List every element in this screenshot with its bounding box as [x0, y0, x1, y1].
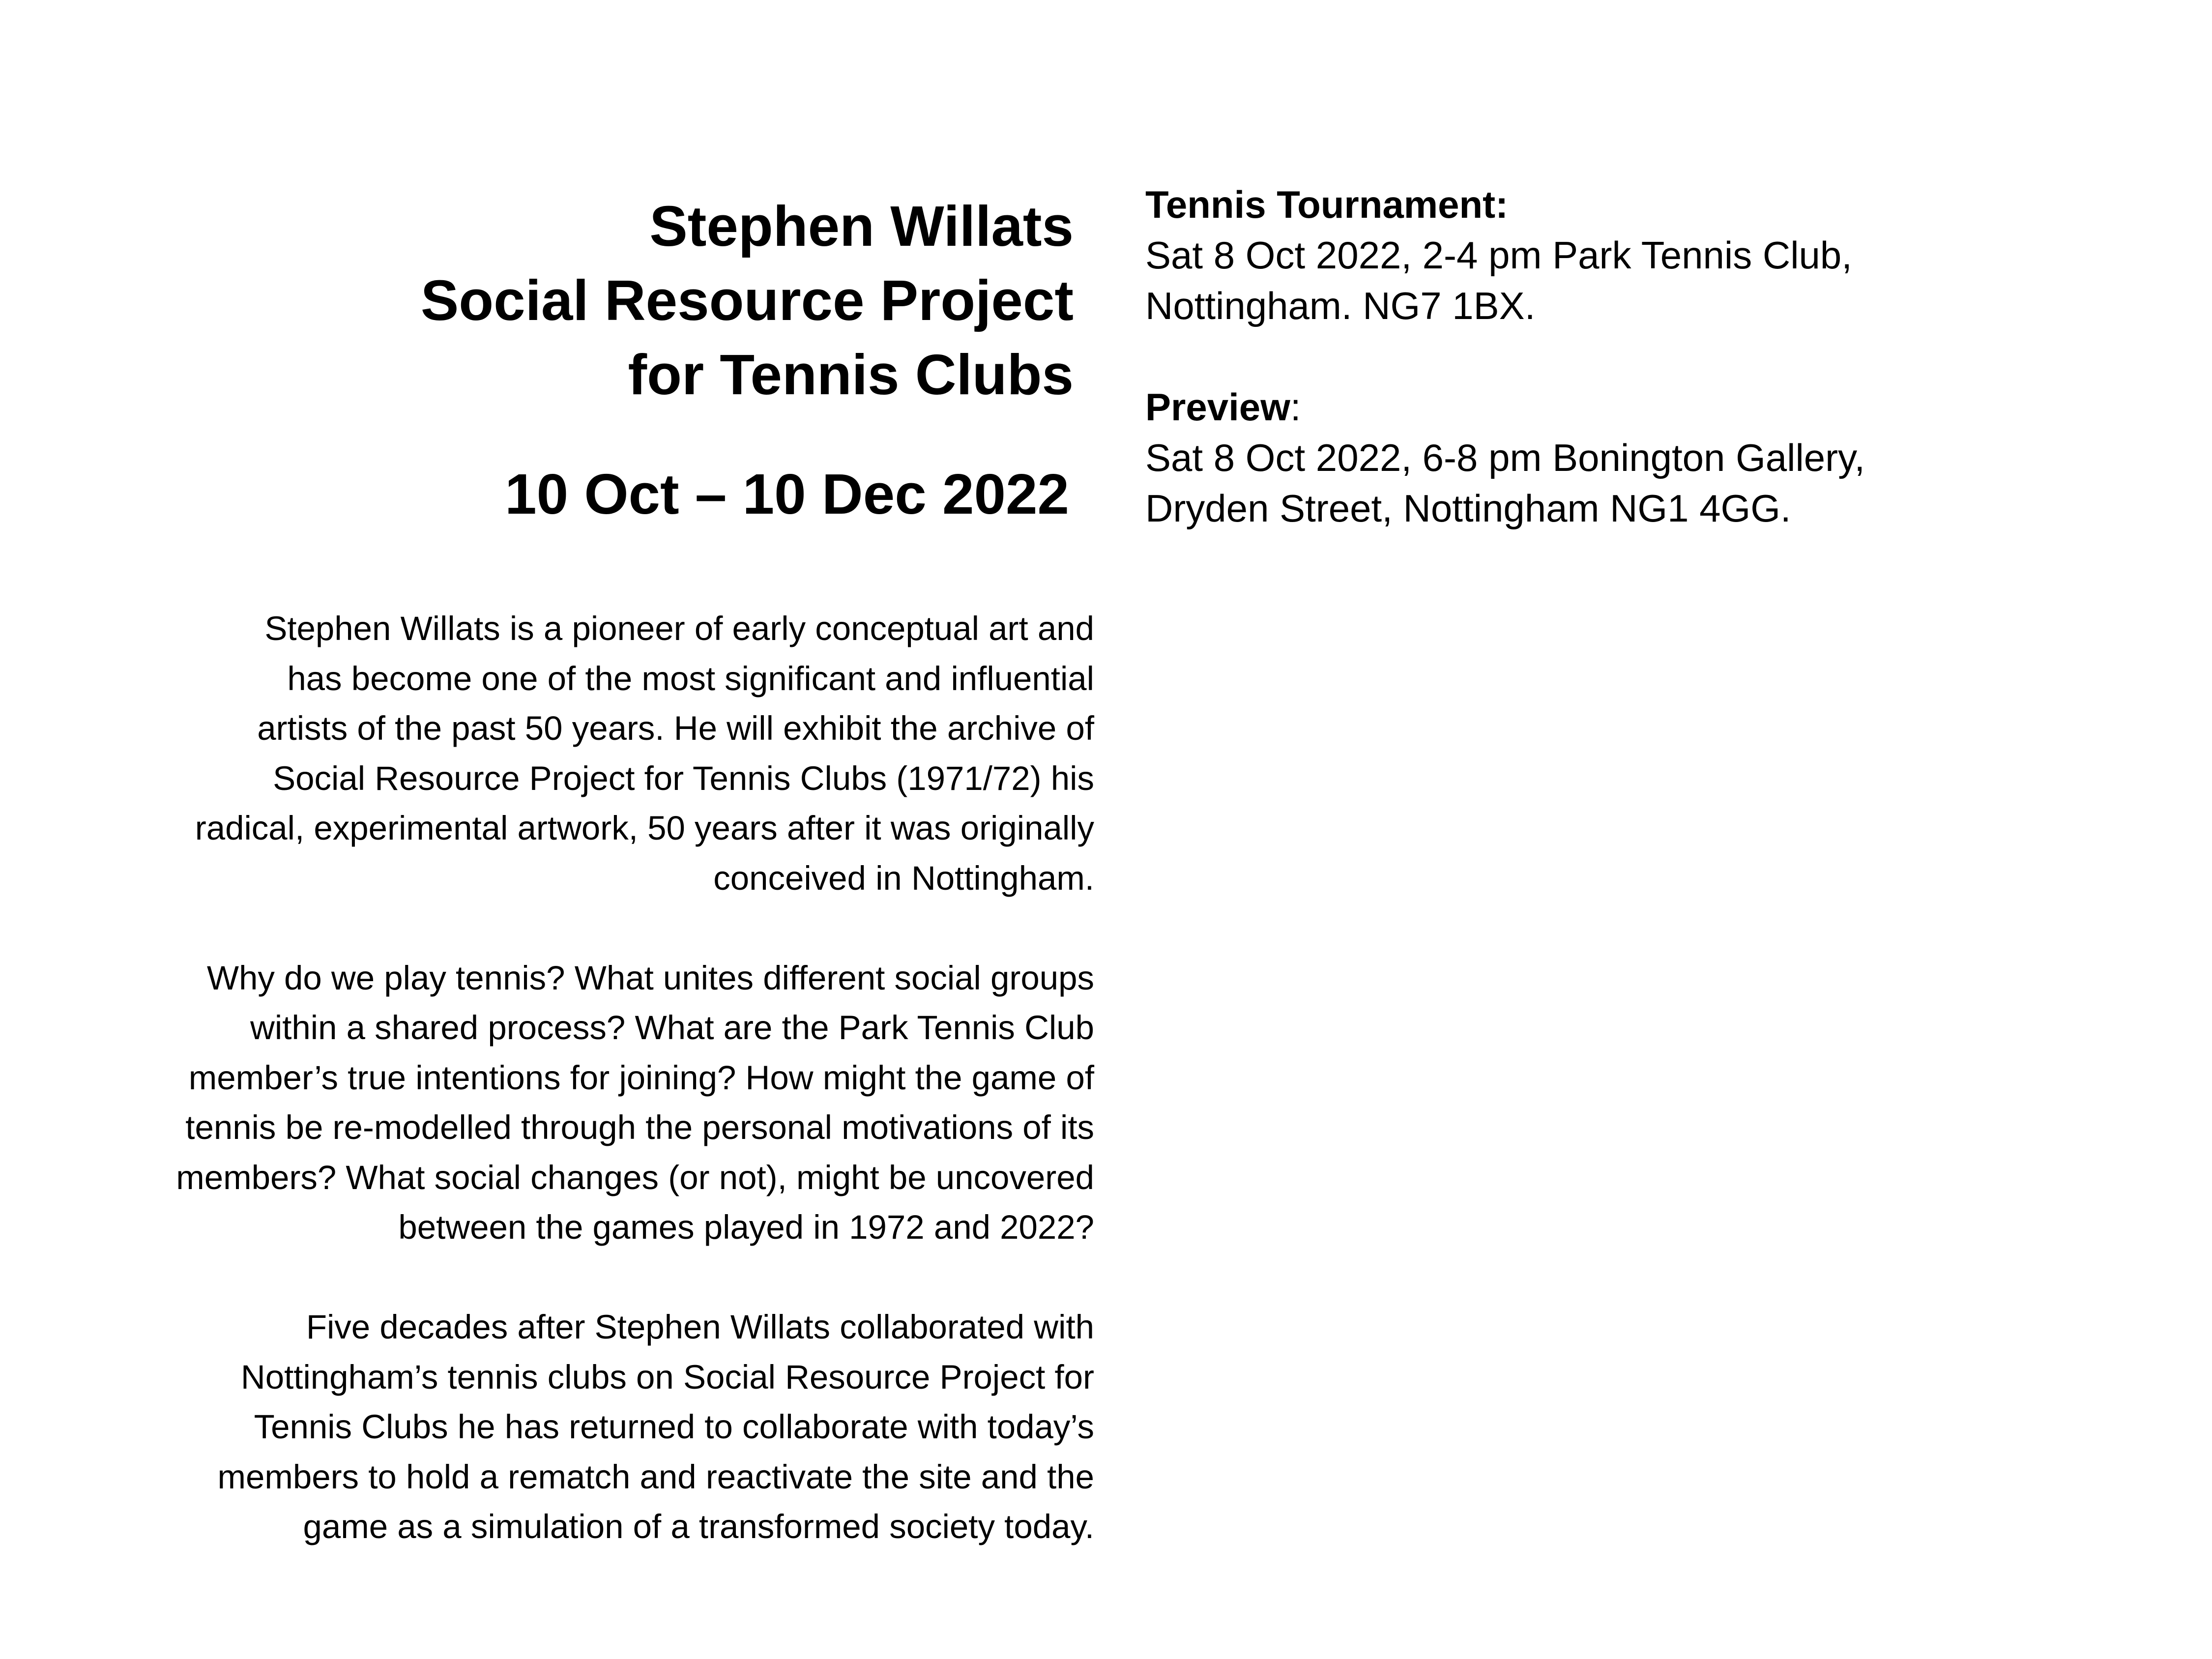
preview-detail: Sat 8 Oct 2022, 6-8 pm Bonington Gallery,: [1145, 436, 1865, 479]
tournament-detail: Sat 8 Oct 2022, 2-4 pm Park Tennis Club,: [1145, 233, 1852, 277]
body-paragraph: [0, 953, 1094, 1252]
exhibition-dates: 10 Oct – 10 Dec 2022: [505, 462, 1069, 526]
body-line: between the games played in 1972 and 2022?: [398, 1208, 1094, 1246]
title-line: Stephen Willats: [649, 194, 1074, 258]
body-paragraph: [0, 604, 1094, 903]
body-line: Five decades after Stephen Willats collaborated with: [306, 1308, 1094, 1346]
body-line: game as a simulation of a transformed society today.: [303, 1508, 1094, 1545]
body-line: radical, experimental artwork, 50 years after it was originally: [195, 809, 1094, 847]
body-line: Why do we play tennis? What unites different social groups: [206, 959, 1094, 997]
body-line: Social Resource Project for Tennis Clubs (1971/72) his: [273, 759, 1094, 797]
preview-colon: :: [1290, 385, 1301, 429]
body-line: Tennis Clubs he has returned to collaborate with today’s: [254, 1408, 1094, 1446]
body-line: has become one of the most significant and influential: [287, 659, 1094, 698]
body-line: artists of the past 50 years. He will exhibit the archive of: [257, 709, 1094, 747]
body-line: conceived in Nottingham.: [713, 859, 1094, 897]
body-line: members? What social changes (or not), might be uncovered: [176, 1158, 1094, 1196]
preview-detail: Dryden Street, Nottingham NG1 4GG.: [1145, 487, 1791, 530]
title-line: for Tennis Clubs: [628, 343, 1074, 407]
tournament-detail: Nottingham. NG7 1BX.: [1145, 284, 1536, 327]
preview-event: [1145, 382, 1865, 534]
preview-label: Preview: [1145, 385, 1290, 429]
body-line: within a shared process? What are the Park Tennis Club: [250, 1009, 1094, 1047]
body-line: members to hold a rematch and reactivate the site and the: [217, 1457, 1094, 1496]
description-body: [0, 604, 1094, 1601]
tournament-event: [1145, 179, 1865, 331]
preview-heading: [1145, 382, 1865, 433]
body-paragraph: [0, 1302, 1094, 1552]
body-line: Stephen Willats is a pioneer of early conceptual art and: [264, 610, 1094, 647]
title-line: Social Resource Project: [420, 268, 1074, 332]
events-column: [1145, 179, 1865, 584]
exhibition-title: [421, 189, 1074, 412]
body-line: member’s true intentions for joining? How might the game of: [188, 1058, 1094, 1097]
body-line: tennis be re-modelled through the personal motivations of its: [185, 1108, 1094, 1146]
tournament-label: Tennis Tournament:: [1145, 183, 1509, 226]
body-line: Nottingham’s tennis clubs on Social Resource Project for: [240, 1358, 1094, 1396]
